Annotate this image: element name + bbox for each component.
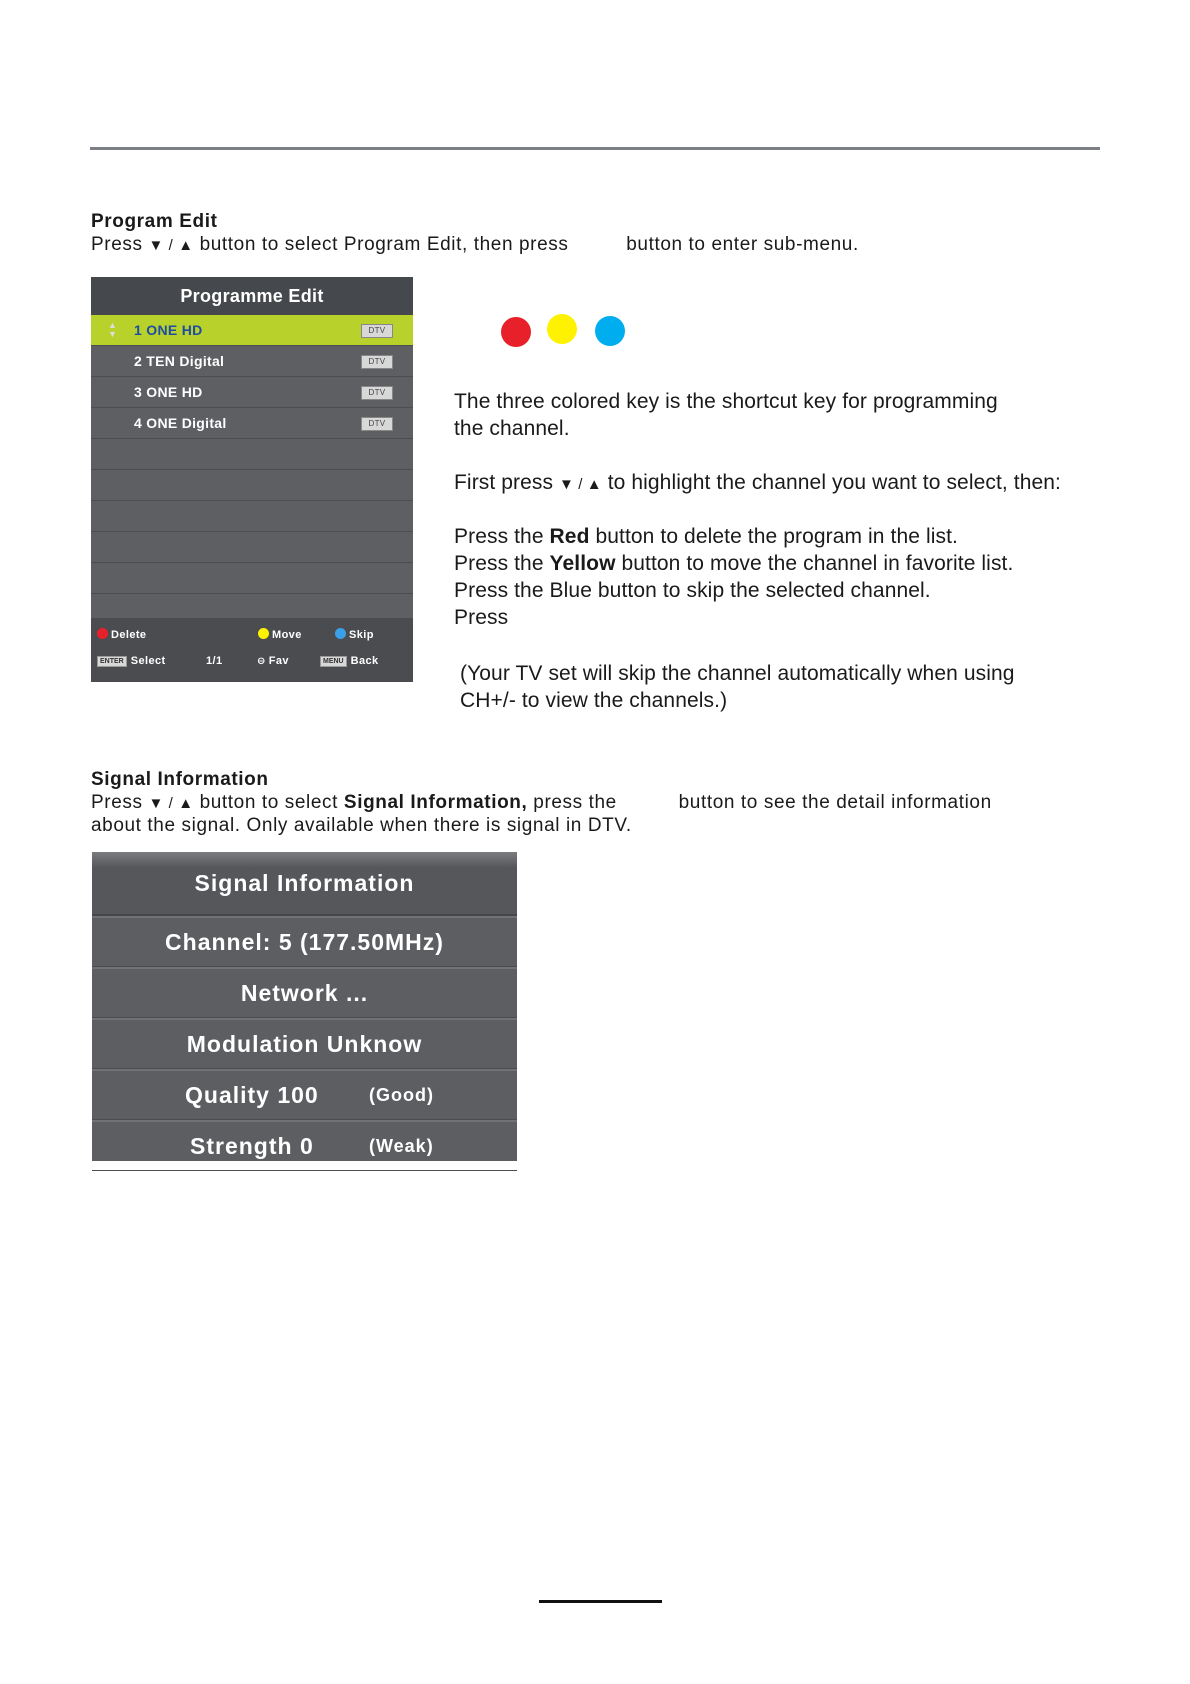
select-hint[interactable]: ENTER Select [97, 655, 166, 667]
dtv-badge: DTV [361, 386, 393, 400]
blue-key-line: Press the Blue button to skip the selected channel. [454, 579, 931, 602]
channel-row[interactable] [91, 315, 413, 346]
skip-note-1: (Your TV set will skip the channel automatically when using [460, 662, 1015, 685]
program-edit-instruction: Press ▼ / ▲ button to select Program Edit, then press button to enter sub-menu. [91, 234, 859, 255]
modulation-info-row: Modulation Unknow [92, 1018, 517, 1069]
page-indicator: 1/1 [206, 655, 223, 667]
nav-arrows-icon: ▼ / ▲ [559, 476, 602, 493]
blue-key-icon [335, 628, 346, 639]
dtv-badge: DTV [361, 417, 393, 431]
channel-row[interactable] [91, 346, 413, 377]
empty-row [91, 563, 413, 594]
signal-info-instruction-1: Press ▼ / ▲ button to select Signal Information, press the button to see the detail information [91, 792, 992, 813]
back-hint[interactable]: MENU Back [320, 655, 379, 667]
quality-note: (Good) [369, 1085, 434, 1105]
page-number-rule [539, 1600, 662, 1603]
skip-hint[interactable]: Skip [335, 628, 374, 641]
yellow-key-icon [258, 628, 269, 639]
enter-key-icon: ENTER [97, 656, 127, 667]
yellow-key-line: Press the Yellow button to move the channel in favorite list. [454, 552, 1014, 575]
dtv-badge: DTV [361, 324, 393, 338]
quality-value: Quality 100 [185, 1082, 319, 1108]
channel-name: 4 ONE Digital [134, 415, 227, 431]
channel-name: 1 ONE HD [134, 322, 203, 338]
first-press-line: First press ▼ / ▲ to highlight the channel you want to select, then: [454, 471, 1061, 494]
nav-arrows-icon: ▼ / ▲ [148, 795, 194, 812]
programme-menu-footer [91, 618, 413, 682]
signal-panel-header: Signal Information [92, 852, 517, 916]
empty-row [91, 532, 413, 563]
network-info-row: Network ... [92, 967, 517, 1018]
top-rule [90, 147, 1100, 150]
fav-icon: ⊖ [257, 656, 266, 667]
nav-arrows-icon: ▼ / ▲ [148, 237, 194, 254]
red-key-icon [501, 317, 531, 347]
signal-information-panel [92, 852, 517, 1161]
channel-row[interactable] [91, 377, 413, 408]
strength-note: (Weak) [369, 1136, 434, 1156]
empty-row [91, 439, 413, 470]
updown-icon: ▲ ▼ [108, 320, 118, 339]
press-line: Press [454, 606, 509, 629]
color-key-description-2: the channel. [454, 417, 570, 440]
red-key-line: Press the Red button to delete the program in the list. [454, 525, 958, 548]
red-key-icon [97, 628, 108, 639]
channel-info-row: Channel: 5 (177.50MHz) [92, 916, 517, 967]
quality-info-row [92, 1069, 517, 1120]
delete-hint[interactable]: Delete [97, 628, 146, 641]
empty-row [91, 501, 413, 532]
skip-note-2: CH+/- to view the channels.) [460, 689, 728, 712]
signal-info-title: Signal Information [91, 769, 269, 790]
fav-hint[interactable]: ⊖ Fav [257, 655, 289, 667]
color-key-description-1: The three colored key is the shortcut key for programming [454, 390, 998, 413]
channel-row[interactable] [91, 408, 413, 439]
channel-name: 3 ONE HD [134, 384, 203, 400]
signal-info-instruction-2: about the signal. Only available when there is signal in DTV. [91, 815, 632, 836]
dtv-badge: DTV [361, 355, 393, 369]
empty-row [91, 470, 413, 501]
blue-key-icon [595, 316, 625, 346]
programme-menu-header: Programme Edit [91, 277, 413, 315]
strength-value: Strength 0 [190, 1133, 314, 1159]
program-edit-title: Program Edit [91, 211, 218, 232]
strength-info-row [92, 1120, 517, 1171]
yellow-key-icon [547, 314, 577, 344]
programme-edit-menu [91, 277, 413, 682]
channel-name: 2 TEN Digital [134, 353, 225, 369]
menu-key-icon: MENU [320, 656, 347, 667]
move-hint[interactable]: Move [258, 628, 302, 641]
